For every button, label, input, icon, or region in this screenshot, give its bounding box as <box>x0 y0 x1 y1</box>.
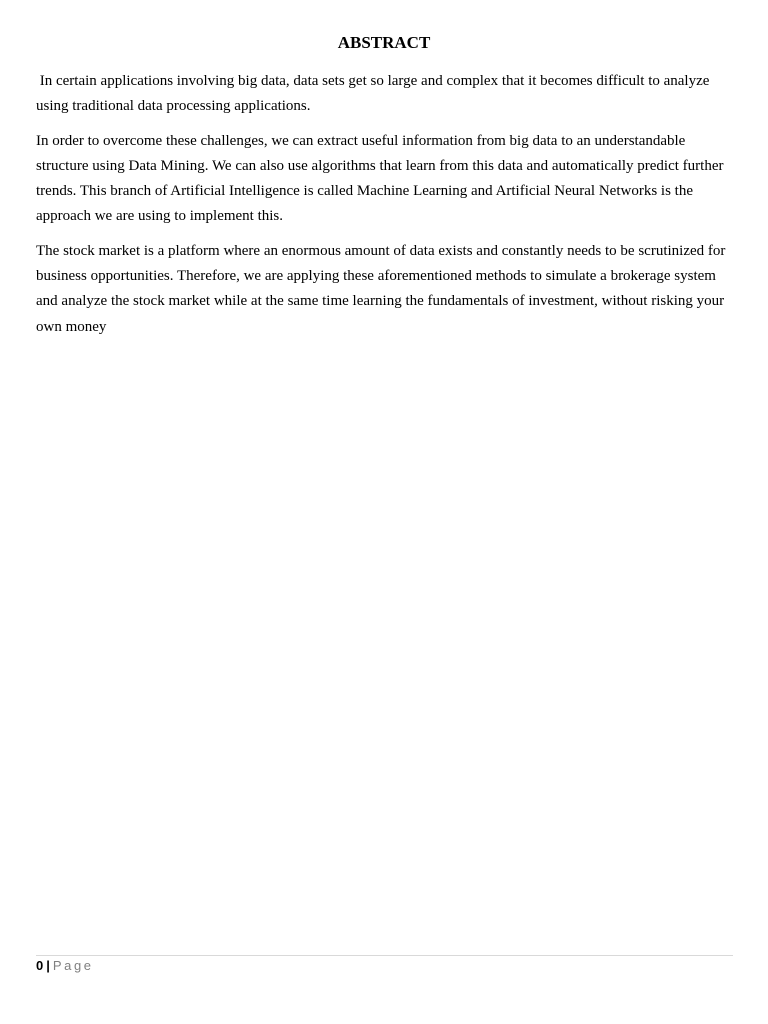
page-title: ABSTRACT <box>337 33 431 52</box>
paragraph-data-mining: In order to overcome these challenges, we can extract useful information from big data to an understandable structure using Data Mining. We can also use algorithms that learn from this data and automatically predict further trends. This branch of Artificial Intelligence is called Machine Learning and Artificial Neural Networks is the approach we are using to implement this. <box>36 132 724 225</box>
page-separator: | <box>46 958 50 973</box>
document-body <box>36 69 736 349</box>
footer-divider <box>36 955 733 956</box>
page-footer <box>36 957 94 975</box>
paragraph-stock-market: The stock market is a platform where an enormous amount of data exists and constantly needs to be scrutinized for business opportunities. Therefore, we are applying these aforementioned methods to simulate a brokerage system and analyze the stock market while at the same time learning the fundamentals of investment, without risking your own money <box>36 242 726 335</box>
paragraph-intro: In certain applications involving big data, data sets get so large and complex that it becomes difficult to analyze using traditional data processing applications. <box>36 73 714 115</box>
page-number: 0 <box>36 958 44 973</box>
page-label: Page <box>52 958 94 973</box>
